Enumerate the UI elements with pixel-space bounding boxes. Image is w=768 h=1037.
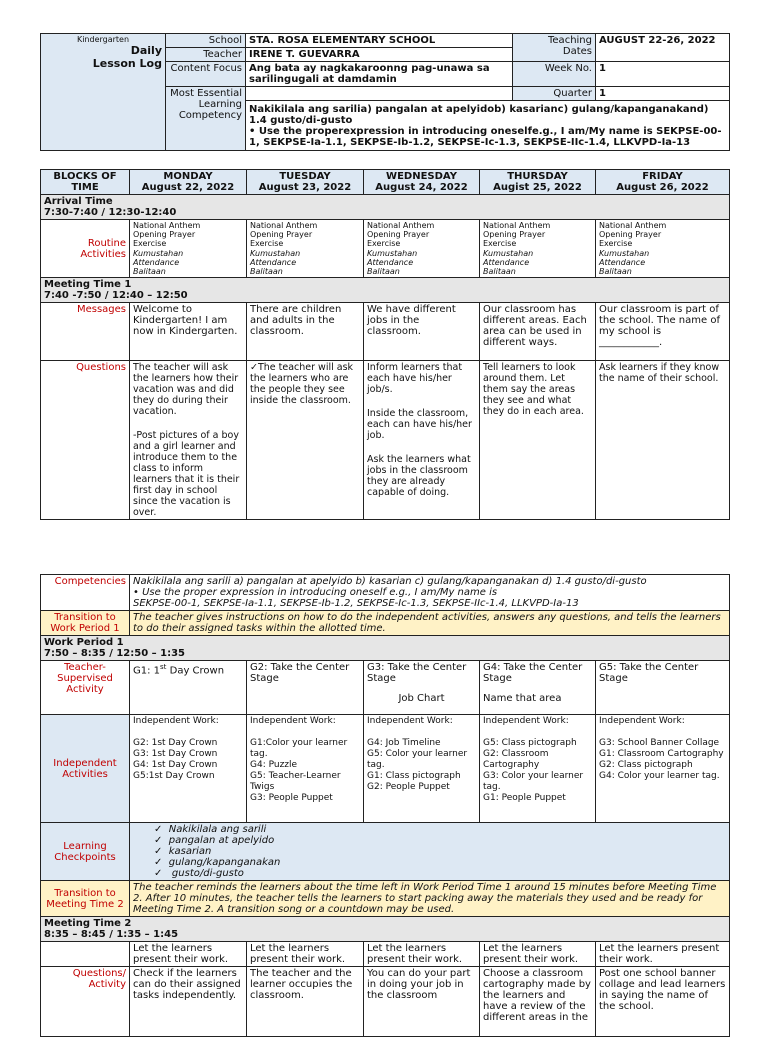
quarter-value: 1 (596, 87, 730, 101)
question-tuesday: ✓The teacher will ask the learners who are the people they see inside the classroom. (247, 361, 364, 520)
mec-value (246, 101, 730, 151)
checkpoint-item: ✓ kasarian (154, 846, 212, 857)
teaching-dates-label: Teaching Dates (513, 34, 596, 62)
routine-item: National Anthem (483, 221, 551, 230)
teacher-label: Teacher (166, 48, 246, 62)
independent-work-item: G3: People Puppet (250, 793, 333, 803)
independent-work-item: G5:1st Day Crown (133, 771, 215, 781)
routine-item: Exercise (367, 239, 401, 249)
routine-item: Balitaan (599, 267, 632, 277)
check-icon: ✓ (154, 835, 169, 846)
level-label: Kindergarten (76, 35, 130, 44)
routine-list-monday (130, 220, 247, 278)
qa-tuesday: The teacher and the learner occupies the classroom. (247, 967, 364, 1037)
message-wednesday: We have different jobs in the classroom. (364, 303, 480, 361)
independent-work-item: G3: Color your learner tag. (483, 771, 584, 792)
independent-work-item: G4: Job Timeline (367, 738, 441, 748)
routine-item: Balitaan (133, 267, 166, 277)
independent-work-item: G2: Classroom Cartography (483, 749, 549, 770)
independent-work-item: G3: 1st Day Crown (133, 749, 218, 759)
routine-item: Kumustahan (250, 248, 301, 258)
independent-work-item: G4: 1st Day Crown (133, 760, 218, 770)
routine-item: Opening Prayer (483, 230, 546, 240)
check-icon: ✓ (154, 824, 169, 835)
week-value: 1 (596, 62, 730, 87)
present-thursday: Let the learners present their work. (480, 942, 596, 967)
independent-work-item: G4: Color your learner tag. (599, 771, 720, 781)
independent-work-item: G1: Classroom Cartography (599, 749, 724, 759)
independent-work-item: G5: Color your learner tag. (367, 749, 468, 770)
routine-item: National Anthem (250, 221, 318, 230)
questions-label: Questions (41, 361, 130, 520)
quarter-label: Quarter (513, 87, 596, 101)
ia-friday (596, 715, 730, 823)
independent-work-heading: Independent Work: (367, 716, 453, 726)
day-header-monday: MONDAY August 22, 2022 (130, 170, 247, 195)
competencies-label: Competencies (41, 575, 130, 611)
independent-work-item: G1: Class pictograph (367, 771, 461, 781)
tsa-thursday: G4: Take the Center Stage Name that area (480, 661, 596, 715)
qa-wednesday: You can do your part in doing your job in the classroom (364, 967, 480, 1037)
empty-cell (41, 87, 166, 151)
level-title-cell (41, 34, 166, 87)
independent-work-heading: Independent Work: (133, 716, 219, 726)
message-friday: Our classroom is part of the school. The name of my school is ____________. (596, 303, 730, 361)
routine-item: Exercise (599, 239, 633, 249)
ia-monday (130, 715, 247, 823)
routine-item: Opening Prayer (133, 230, 196, 240)
teacher-supervised-label: Teacher-Supervised Activity (41, 661, 130, 715)
question-monday: The teacher will ask the learners how their vacation was and did they do during their vacation. -Post pictures of a boy and a girl learner and introduce them to the class to inform learners that it is their first day in school since the vacation is over. (130, 361, 247, 520)
tsa-monday: G1: 1st Day Crown (130, 661, 247, 715)
transition-meeting-time-2-label: Transition to Meeting Time 2 (41, 881, 130, 917)
day-header-tuesday: TUESDAY August 23, 2022 (247, 170, 364, 195)
check-icon: ✓ (154, 857, 169, 868)
independent-work-item: G5: Teacher-Learner Twigs (250, 771, 341, 792)
transition-work-period-1-label: Transition to Work Period 1 (41, 611, 130, 636)
transition-work-period-1-text: The teacher gives instructions on how to do the independent activities, answers any questions, and tells the learners to do their assigned tasks within the allotted time. (130, 611, 730, 636)
routine-item: Kumustahan (133, 248, 184, 258)
school-label: School (166, 34, 246, 48)
routine-item: Attendance (133, 257, 180, 267)
work-period-1-row: Work Period 1 7:50 – 8:35 / 12:50 – 1:35 (41, 636, 730, 661)
teacher-value: IRENE T. GUEVARRA (246, 48, 513, 62)
learning-checkpoints-list (130, 823, 730, 881)
day-header-friday: FRIDAY August 26, 2022 (596, 170, 730, 195)
tsa-wednesday: G3: Take the Center Stage Job Chart (364, 661, 480, 715)
independent-activities-label: Independent Activities (41, 715, 130, 823)
independent-work-item: G3: School Banner Collage (599, 738, 720, 748)
independent-work-item: G5: Class pictograph (483, 738, 577, 748)
independent-work-item: G2: People Puppet (367, 782, 450, 792)
routine-item: Attendance (250, 257, 297, 267)
routine-activities-label: Routine Activities (41, 220, 130, 278)
routine-item: National Anthem (133, 221, 201, 230)
independent-work-heading: Independent Work: (599, 716, 685, 726)
mec-line-2: • Use the properexpression in introducing oneselfe.g., I am/My name is SEKPSE-00-1, SEKPSE-Ia-1.1, SEKPSE-Ib-1.2, SEKPSE-Ic-1.3, SEKPSE-IIc-1.4, LLKVPD-Ia-13 (249, 126, 722, 148)
question-friday: Ask learners if they know the name of their school. (596, 361, 730, 520)
independent-work-item: G4: Puzzle (250, 760, 298, 770)
routine-item: Kumustahan (599, 248, 650, 258)
content-focus-value: Ang bata ay nagkakaroonng pag-unawa sa sarilingugali at damdamin (246, 62, 513, 87)
independent-work-heading: Independent Work: (483, 716, 569, 726)
routine-item: Exercise (250, 239, 284, 249)
independent-work-heading: Independent Work: (250, 716, 336, 726)
messages-label: Messages (41, 303, 130, 361)
independent-work-item: G2: Class pictograph (599, 760, 693, 770)
header-table (40, 33, 730, 151)
independent-work-item: G1:Color your learner tag. (250, 738, 348, 759)
routine-item: National Anthem (367, 221, 435, 230)
ia-wednesday (364, 715, 480, 823)
routine-list-friday (596, 220, 730, 278)
checkpoint-item: ✓ gusto/di-gusto (154, 868, 244, 879)
independent-work-item: G2: 1st Day Crown (133, 738, 218, 748)
qa-thursday: Choose a classroom cartography made by the learners and have a review of the different areas in the (480, 967, 596, 1037)
routine-item: Exercise (133, 239, 167, 249)
check-icon: ✓ (154, 868, 169, 879)
competencies-text: Nakikilala ang sarili a) pangalan at apelyido b) kasarian c) gulang/kapanganakan d) 1.4 gusto/di-gusto • Use the proper expression in introducing oneself e.g., I am/My name is SEKPSE-00-1, SEKPSE-Ia-1.1, SEKPSE-Ib-1.2, SEKPSE-Ic-1.3, SEKPSE-IIc-1.4, LLKVPD-Ia-13 (130, 575, 730, 611)
routine-item: Kumustahan (367, 248, 418, 258)
ia-thursday (480, 715, 596, 823)
routine-item: Opening Prayer (367, 230, 430, 240)
meeting-time-2-row: Meeting Time 2 8:35 – 8:45 / 1:35 – 1:45 (41, 917, 730, 942)
present-friday: Let the learners present their work. (596, 942, 730, 967)
arrival-time-row: Arrival Time 7:30-7:40 / 12:30-12:40 (41, 195, 730, 220)
routine-item: Opening Prayer (250, 230, 313, 240)
ia-tuesday (247, 715, 364, 823)
routine-item: Attendance (599, 257, 646, 267)
routine-item: Attendance (367, 257, 414, 267)
meeting-time-1-row: Meeting Time 1 7:40 -7:50 / 12:40 – 12:50 (41, 278, 730, 303)
day-header-wednesday: WEDNESDAY August 24, 2022 (364, 170, 480, 195)
teaching-dates-value: AUGUST 22-26, 2022 (596, 34, 730, 62)
qa-monday: Check if the learners can do their assigned tasks independently. (130, 967, 247, 1037)
blocks-of-time-header: BLOCKS OF TIME (41, 170, 130, 195)
school-value: STA. ROSA ELEMENTARY SCHOOL (246, 34, 513, 48)
checkpoint-item: ✓ Nakikilala ang sarili (154, 824, 267, 835)
routine-item: Kumustahan (483, 248, 534, 258)
qa-friday: Post one school banner collage and lead learners in saying the name of the school. (596, 967, 730, 1037)
question-wednesday: Inform learners that each have his/her job/s. Inside the classroom, each can have his/her job. Ask the learners what jobs in the classroom they are already capable of doing. (364, 361, 480, 520)
routine-item: Balitaan (250, 267, 283, 277)
daily-table-1 (40, 169, 730, 520)
mec-line-1: Nakikilala ang sarilia) pangalan at apelyidob) kasarianc) gulang/kapanganakand) 1.4 gusto/di-gusto (249, 104, 709, 126)
independent-work-item: G1: People Puppet (483, 793, 566, 803)
daily-table-2 (40, 574, 730, 1037)
transition-meeting-time-2-text: The teacher reminds the learners about the time left in Work Period Time 1 around 15 minutes before Meeting Time 2. After 10 minutes, the teacher tells the learners to start packing away the materials they used and be ready for Meeting Time 2. A transition song or a countdown may be used. (130, 881, 730, 917)
routine-item: Exercise (483, 239, 517, 249)
routine-item: Opening Prayer (599, 230, 662, 240)
content-focus-label: Content Focus (166, 62, 246, 87)
checkpoint-item: ✓ pangalan at apelyido (154, 835, 275, 846)
tsa-tuesday: G2: Take the Center Stage (247, 661, 364, 715)
questions-activity-label: Questions/ Activity (41, 967, 130, 1037)
check-icon: ✓ (154, 846, 169, 857)
learning-checkpoints-label: Learning Checkpoints (41, 823, 130, 881)
week-label: Week No. (513, 62, 596, 87)
routine-item: Attendance (483, 257, 530, 267)
tsa-friday: G5: Take the Center Stage (596, 661, 730, 715)
message-monday: Welcome to Kindergarten! I am now in Kindergarten. (130, 303, 247, 361)
routine-item: Balitaan (483, 267, 516, 277)
mec-label: Most Essential Learning Competency (166, 87, 246, 151)
message-thursday: Our classroom has different areas. Each area can be used in different ways. (480, 303, 596, 361)
routine-list-tuesday (247, 220, 364, 278)
routine-list-thursday (480, 220, 596, 278)
page-title: Daily Lesson Log (92, 44, 162, 71)
present-monday: Let the learners present their work. (130, 942, 247, 967)
question-thursday: Tell learners to look around them. Let them say the areas they see and what they do in each area. (480, 361, 596, 520)
day-header-thursday: THURSDAY Augist 25, 2022 (480, 170, 596, 195)
routine-item: Balitaan (367, 267, 400, 277)
checkpoint-item: ✓ gulang/kapanganakan (154, 857, 281, 868)
message-tuesday: There are children and adults in the classroom. (247, 303, 364, 361)
present-wednesday: Let the learners present their work. (364, 942, 480, 967)
routine-item: National Anthem (599, 221, 667, 230)
present-tuesday: Let the learners present their work. (247, 942, 364, 967)
present-label-empty (41, 942, 130, 967)
routine-list-wednesday (364, 220, 480, 278)
